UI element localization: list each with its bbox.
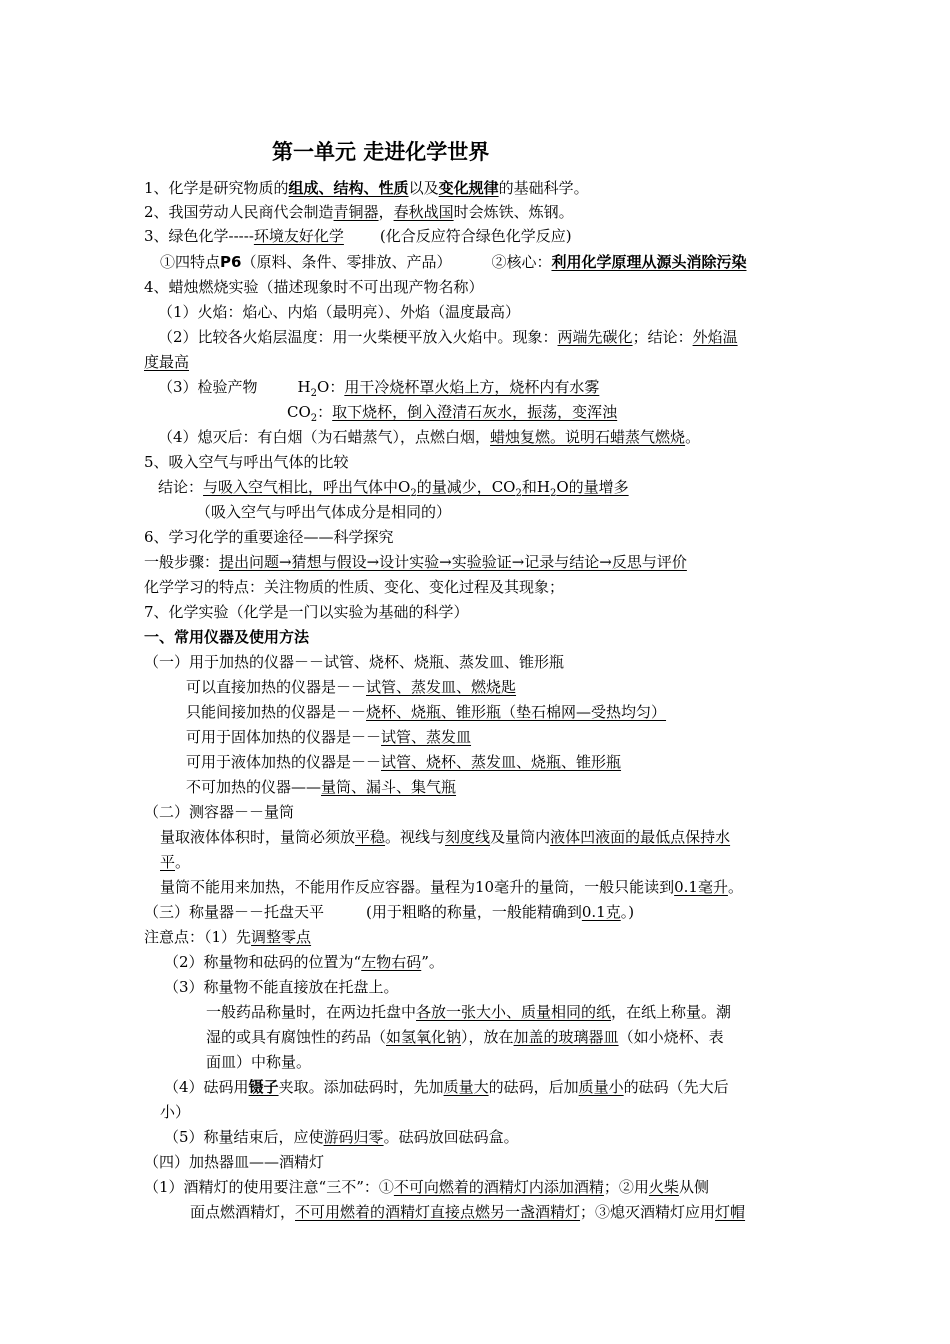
subsection-3-note-3-a: 一般药品称量时，在两边托盘中各放一张大小、质量相同的纸，在纸上称量。潮 xyxy=(206,1003,732,1021)
subsection-3-note-3: （3）称量物不能直接放在托盘上。 xyxy=(164,978,399,996)
subsection-2-line-1-cont: 平。 xyxy=(160,853,191,871)
line-5-2: （吸入空气与呼出气体成分是相同的） xyxy=(196,503,452,521)
line-5: 5、吸入空气与呼出气体的比较 xyxy=(144,453,349,471)
line-3-features: ①四特点P6（原料、条件、零排放、产品） ②核心：利用化学原理从源头消除污染 xyxy=(160,253,747,271)
subsection-4: （四）加热器皿——酒精灯 xyxy=(144,1153,325,1171)
subsection-3-note-3-b: 湿的或具有腐蚀性的药品（如氢氧化钠），放在加盖的玻璃器皿（如小烧杯、表 xyxy=(206,1028,724,1046)
subsection-1: （一）用于加热的仪器－－试管、烧杯、烧瓶、蒸发皿、锥形瓶 xyxy=(144,653,565,671)
subsection-4-line-1: （1）酒精灯的使用要注意“三不”：①不可向燃着的酒精灯内添加酒精；②用火柴从侧 xyxy=(144,1178,709,1196)
line-7: 7、化学实验（化学是一门以实验为基础的科学） xyxy=(144,603,469,621)
subsection-1-line-2: 只能间接加热的仪器是－－烧杯、烧瓶、锥形瓶（垫石棉网—受热均匀） xyxy=(186,703,667,721)
subsection-1-line-5: 不可加热的仪器——量筒、漏斗、集气瓶 xyxy=(186,778,457,796)
line-5-1: 结论：与吸入空气相比，呼出气体中$O_2$的量减少，$CO_2$和$H_2O$的量增多 xyxy=(158,478,629,499)
subsection-3: （三）称量器－－托盘天平 (用于粗略的称量，一般能精确到0.1克。) xyxy=(144,903,635,921)
line-6-1: 一般步骤：提出问题→猜想与假设→设计实验→实验验证→记录与结论→反思与评价 xyxy=(144,553,687,571)
subsection-2-line-2: 量筒不能用来加热，不能用作反应容器。量程为10毫升的量筒，一般只能读到0.1毫升。 xyxy=(160,878,743,896)
subsection-1-line-4: 可用于液体加热的仪器是－－试管、烧杯、蒸发皿、烧瓶、锥形瓶 xyxy=(186,753,622,771)
subsection-3-note-4-cont: 小） xyxy=(160,1103,191,1121)
line-6-2: 化学学习的特点：关注物质的性质、变化、变化过程及其现象； xyxy=(144,578,565,596)
line-4-2: （2）比较各火焰层温度：用一火柴梗平放入火焰中。现象：两端先碳化；结论：外焰温 xyxy=(158,328,738,346)
subsection-4-line-1-cont: 面点燃酒精灯，不可用燃着的酒精灯直接点燃另一盏酒精灯；③熄灭酒精灯应用灯帽 xyxy=(190,1203,746,1221)
line-2: 2、我国劳动人民商代会制造青铜器，春秋战国时会炼铁、炼钢。 xyxy=(144,203,574,221)
subsection-3-note-4: （4）砝码用镊子夹取。添加砝码时，先加质量大的砝码，后加质量小的砝码（先大后 xyxy=(164,1078,729,1096)
line-4-3-co2: $CO_2$：取下烧杯，倒入澄清石灰水，振荡，变浑浊 xyxy=(287,403,618,424)
section-heading-1: 一、常用仪器及使用方法 xyxy=(144,628,310,646)
line-4-3: （3）检验产物 $H_2O$：用干冷烧杯罩火焰上方，烧杯内有水雾 xyxy=(158,378,600,399)
line-4-1: （1）火焰：焰心、内焰（最明亮）、外焰（温度最高） xyxy=(158,303,521,321)
subsection-3-note-5: （5）称量结束后，应使游码归零。砝码放回砝码盒。 xyxy=(164,1128,519,1146)
subsection-3-note-3-c: 面皿）中称量。 xyxy=(206,1053,312,1071)
subsection-2-line-1: 量取液体体积时，量筒必须放平稳。视线与刻度线及量筒内液体凹液面的最低点保持水 xyxy=(160,828,731,846)
line-4-4: （4）熄灭后：有白烟（为石蜡蒸气），点燃白烟，蜡烛复燃。说明石蜡蒸气燃烧。 xyxy=(158,428,701,446)
subsection-3-note-2: （2）称量物和砝码的位置为“左物右码”。 xyxy=(164,953,444,971)
line-6: 6、学习化学的重要途径——科学探究 xyxy=(144,528,394,546)
line-4: 4、蜡烛燃烧实验（描述现象时不可出现产物名称） xyxy=(144,278,484,296)
line-3: 3、绿色化学-----环境友好化学 (化合反应符合绿色化学反应) xyxy=(144,227,572,245)
subsection-2: （二）测容器－－量筒 xyxy=(144,803,295,821)
subsection-3-notes: 注意点：（1）先调整零点 xyxy=(144,928,312,946)
subsection-1-line-3: 可用于固体加热的仪器是－－试管、蒸发皿 xyxy=(186,728,472,746)
subsection-1-line-1: 可以直接加热的仪器是－－试管、蒸发皿、燃烧匙 xyxy=(186,678,517,696)
line-1: 1、化学是研究物质的组成、结构、性质以及变化规律的基础科学。 xyxy=(144,179,589,197)
page-title: 第一单元 走进化学世界 xyxy=(272,140,490,164)
line-4-2-cont: 度最高 xyxy=(144,353,190,371)
